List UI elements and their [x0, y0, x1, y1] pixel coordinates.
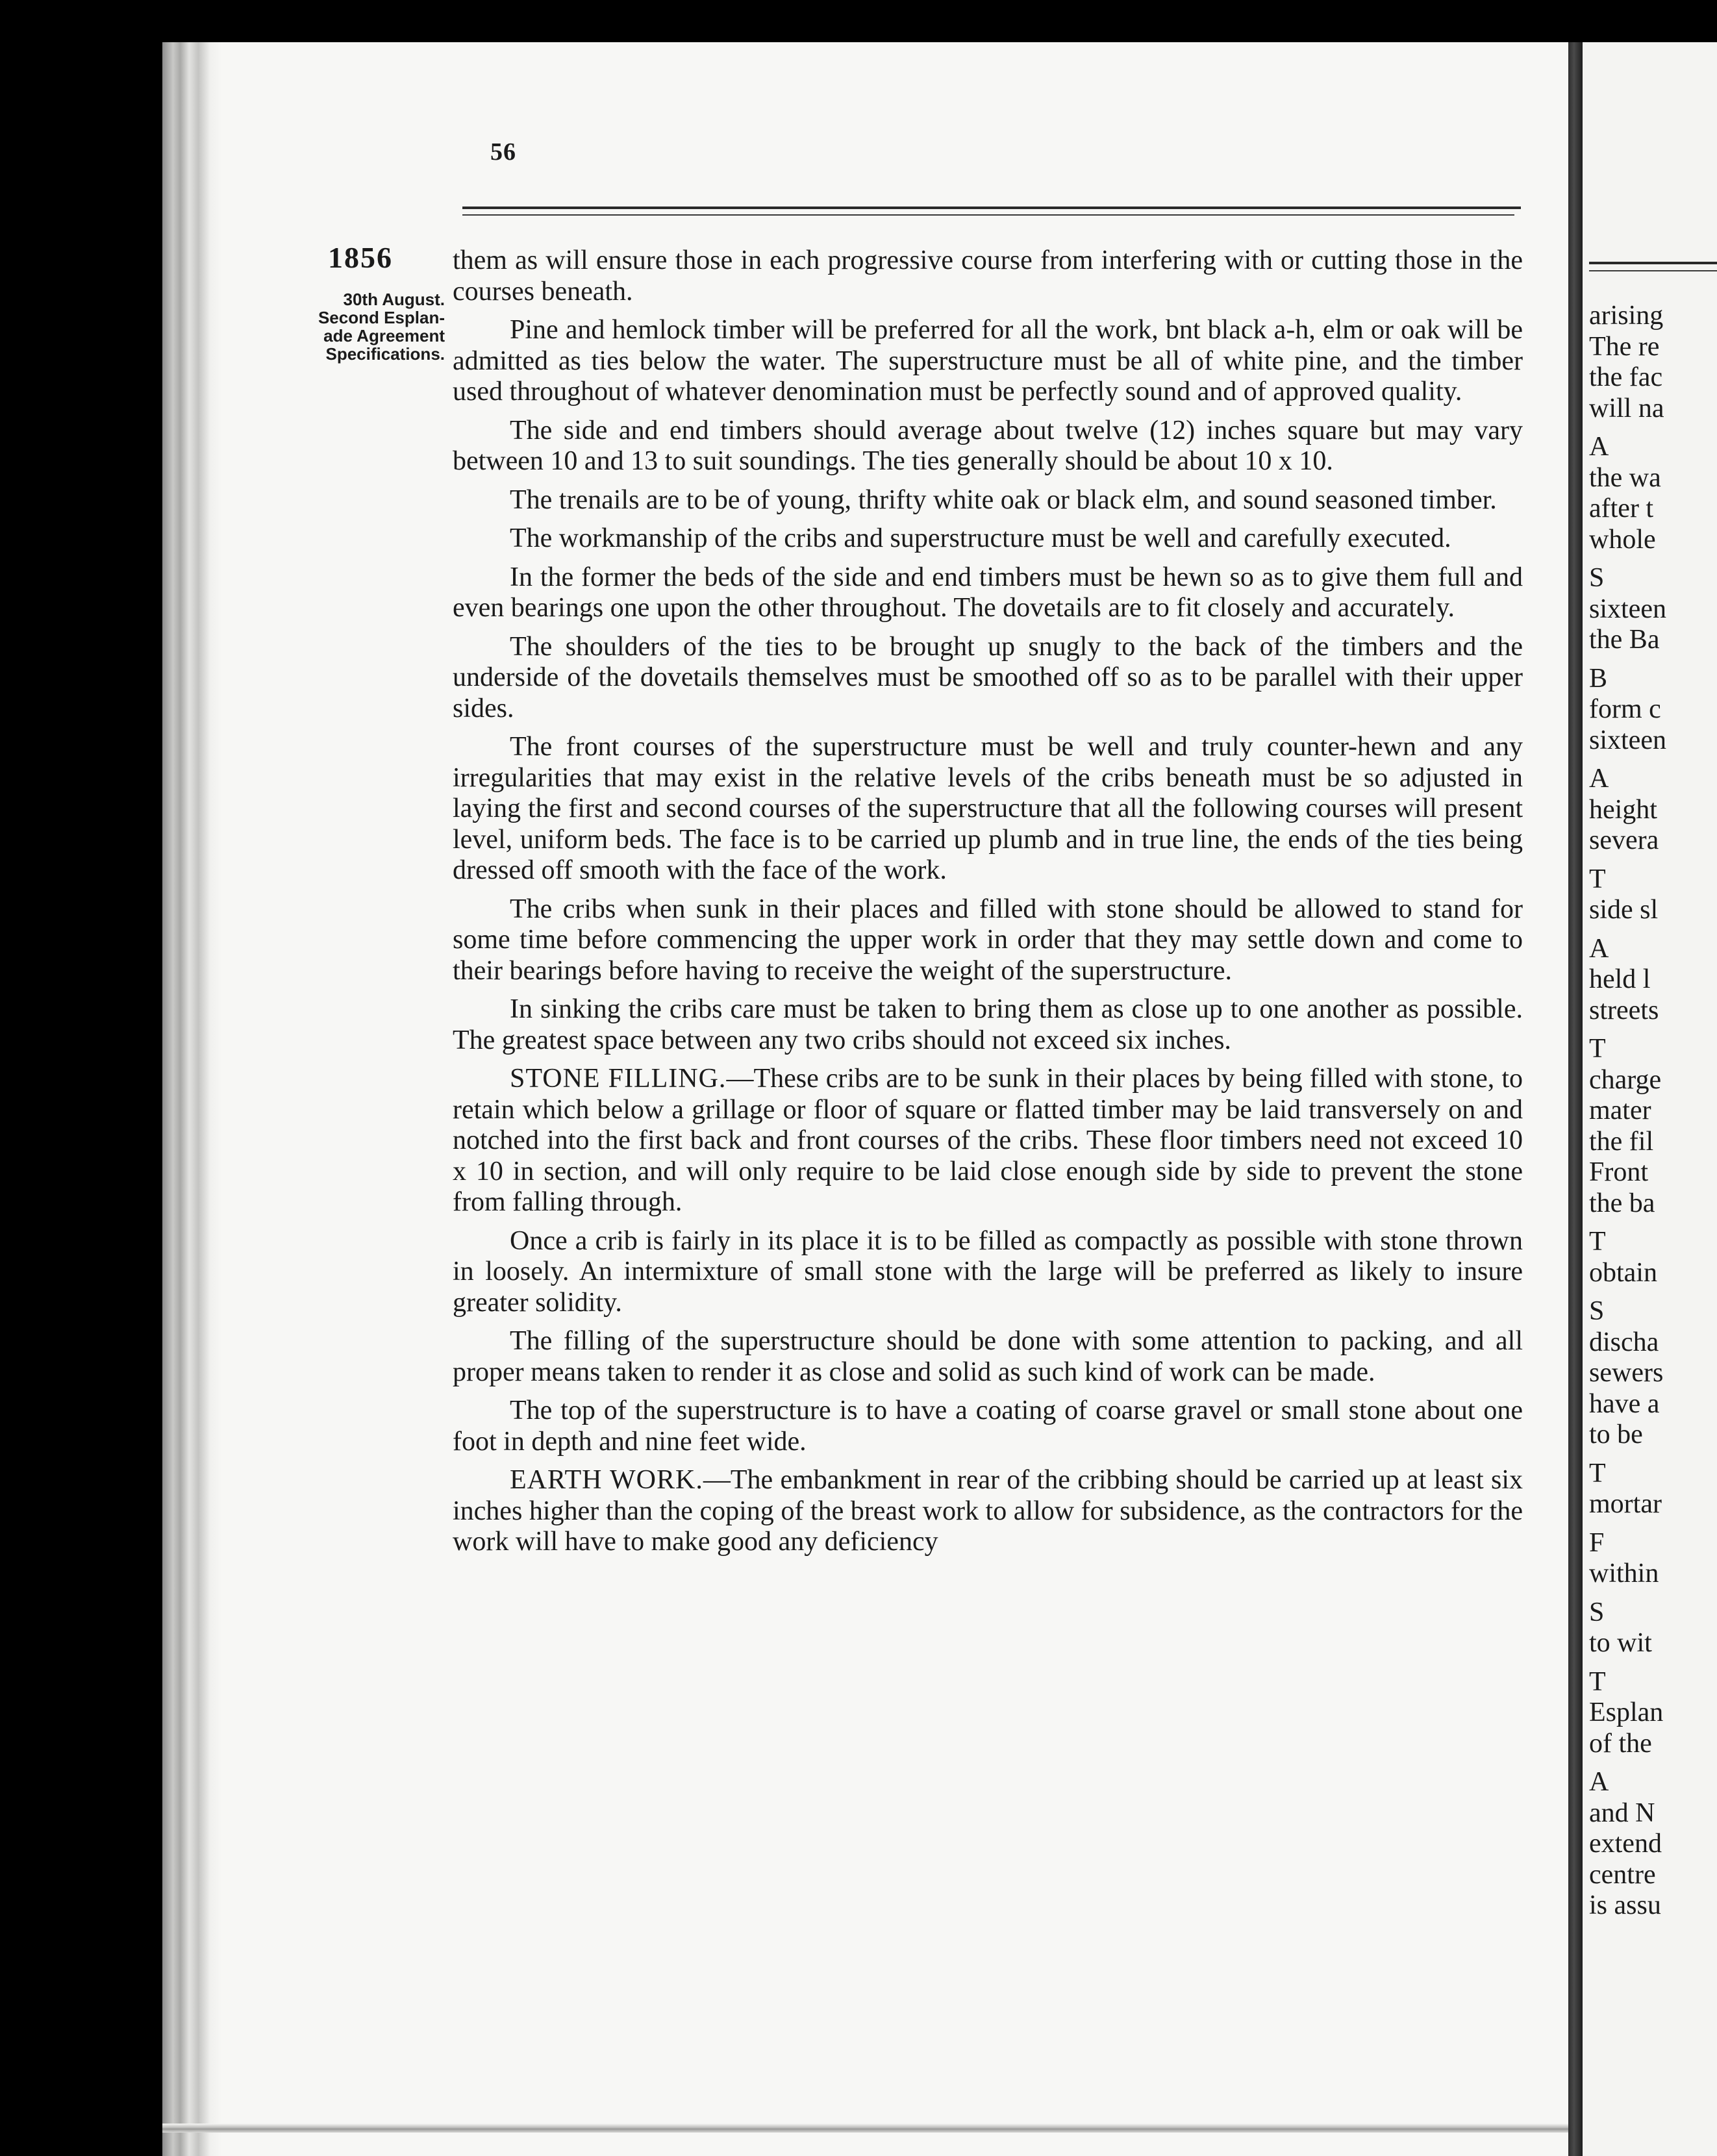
paragraph — [453, 1064, 1523, 1218]
facing-page-gap — [1589, 1520, 1717, 1528]
facing-page-line: the Ba — [1589, 625, 1660, 655]
paragraph-text: The filling of the superstructure should be done with some attention to packing, and all proper means taken to render it as close and solid as such kind of work can be made. — [453, 1326, 1523, 1387]
facing-page-line: to wit — [1589, 1628, 1652, 1658]
facing-page-line: Front — [1589, 1157, 1649, 1187]
facing-page-line: discha — [1589, 1327, 1659, 1357]
facing-page-line: the ba — [1589, 1188, 1655, 1218]
facing-page-line: A — [1589, 432, 1609, 462]
facing-page-line: streets — [1589, 995, 1659, 1025]
facing-page-line: A — [1589, 764, 1609, 794]
section-heading: STONE FILLING. — [510, 1064, 727, 1094]
facing-page-text — [1589, 301, 1717, 1922]
facing-page-line: charge — [1589, 1064, 1662, 1095]
facing-page-line: A — [1589, 1767, 1609, 1797]
body-text — [453, 245, 1523, 1566]
paragraph-text: In the former the beds of the side and end timbers must be hewn so as to give them full and even bearings one upon the other throughout. The dovetails are to fit closely and accurately. — [453, 562, 1523, 623]
facing-page-line: F — [1589, 1527, 1605, 1558]
facing-page-gap — [1589, 1759, 1717, 1767]
facing-page-line: form c — [1589, 694, 1661, 724]
paragraph-text: them as will ensure those in each progressive course from interfering with or cutting those in the courses beneath. — [453, 245, 1523, 307]
paragraph — [453, 632, 1523, 725]
margin-note-line: Second Esplan- — [318, 308, 445, 327]
facing-page-line: B — [1589, 663, 1608, 694]
paragraph-text: —The embankment in rear of the cribbing should be carried up at least six inches higher than the coping of the breast work to allow for subsidence, as the contractors for the work will have to make good any deficiency — [453, 1465, 1523, 1557]
page-bottom-edge — [162, 2124, 1568, 2133]
facing-page-line: mortar — [1589, 1489, 1662, 1519]
paragraph — [453, 485, 1523, 516]
paragraph — [453, 416, 1523, 477]
page-number: 56 — [490, 138, 516, 166]
paragraph-text: The front courses of the superstructure must be well and truly counter-hewn and any irregularities that may exist in the relative levels of the cribs beneath must be so adjusted in laying the first and second courses of the superstructure that all the following courses will present level, uniform beds. The face is to be carried up plumb and in true line, the ends of the ties being dressed off smooth with the face of the work. — [453, 732, 1523, 885]
book-gutter — [1568, 42, 1583, 2156]
facing-page-line: will na — [1589, 393, 1664, 423]
margin-year: 1856 — [328, 241, 393, 274]
facing-page-line: T — [1589, 1458, 1606, 1488]
facing-page-line: sixteen — [1589, 594, 1666, 624]
facing-page-line: T — [1589, 1034, 1606, 1064]
facing-page-line: height — [1589, 794, 1657, 825]
facing-page-gap — [1589, 1026, 1717, 1034]
facing-page-line: The re — [1589, 331, 1660, 362]
facing-page-line: the fil — [1589, 1126, 1654, 1157]
margin-note-line: ade Agreement — [323, 326, 445, 345]
facing-page-line: arising — [1589, 301, 1664, 331]
facing-page-line: obtain — [1589, 1257, 1657, 1288]
facing-page-line: severa — [1589, 825, 1659, 855]
facing-page-line: within — [1589, 1559, 1659, 1588]
paragraph-text: In sinking the cribs care must be taken to bring them as close up to one another as possible. The greatest space between any two cribs should not exceed six inches. — [453, 994, 1523, 1055]
facing-page-line: the wa — [1589, 462, 1661, 493]
facing-page-line: T — [1589, 1666, 1606, 1697]
facing-page-line: mater — [1589, 1096, 1651, 1125]
facing-page-line: to be — [1589, 1420, 1643, 1449]
facing-page-line: have a — [1589, 1388, 1660, 1419]
facing-page-line: T — [1589, 864, 1606, 894]
facing-page-line: is assu — [1589, 1890, 1661, 1920]
margin-note — [282, 290, 445, 363]
page-edge-shadow — [162, 42, 222, 2156]
facing-page-line: A — [1589, 933, 1609, 964]
paragraph-text: The trenails are to be of young, thrifty white oak or black elm, and sound seasoned timber. — [510, 484, 1497, 515]
paragraph-text: The workmanship of the cribs and superstructure must be well and carefully executed. — [510, 523, 1451, 553]
facing-page-gap — [1589, 424, 1717, 432]
facing-page-line: the fac — [1589, 362, 1663, 392]
paragraph — [453, 894, 1523, 987]
paragraph-text: The cribs when sunk in their places and filled with stone should be allowed to stand for some time before commencing the upper work in order that they may settle down and come to their bearings before having to receive the weight of the superstructure. — [453, 894, 1523, 986]
paragraph — [453, 523, 1523, 555]
facing-page-gap — [1589, 656, 1717, 664]
section-heading: EARTH WORK. — [510, 1465, 703, 1495]
facing-page-line: centre — [1589, 1859, 1656, 1890]
facing-page-gap — [1589, 1451, 1717, 1459]
facing-page-gap — [1589, 555, 1717, 563]
paragraph — [453, 994, 1523, 1056]
header-rule-thin — [462, 214, 1514, 216]
facing-page-line: Esplan — [1589, 1698, 1664, 1727]
facing-page-gap — [1589, 756, 1717, 764]
paragraph — [453, 1226, 1523, 1319]
facing-page-line: S — [1589, 1296, 1605, 1326]
facing-page-gap — [1589, 1219, 1717, 1227]
facing-page — [1583, 42, 1717, 2156]
facing-page-header-rule-thin — [1589, 270, 1717, 271]
paragraph-text: Once a crib is fairly in its place it is to be filled as compactly as possible with stone thrown in loosely. An intermixture of small stone with the large will be preferred as likely to insure greater solidity. — [453, 1225, 1523, 1318]
facing-page-line: S — [1589, 1597, 1605, 1627]
facing-page-header-rule — [1589, 262, 1717, 264]
paragraph-text: The side and end timbers should average about twelve (12) inches square but may vary between 10 and 13 to suit soundings. The ties generally should be about 10 x 10. — [453, 415, 1523, 476]
facing-page-line: and N — [1589, 1798, 1655, 1828]
paragraph — [453, 1396, 1523, 1457]
facing-page-line: side sl — [1589, 895, 1659, 925]
paragraph — [453, 315, 1523, 408]
paragraph-text: —These cribs are to be sunk in their places by being filled with stone, to retain which below a grillage or floor of square or flatted timber may be laid transversely on and notched into the first back and front courses of the cribs. These floor timbers need not exceed 10 x 10 in section, and will only require to be laid close enough side by side to prevent the stone from falling through. — [453, 1064, 1523, 1217]
facing-page-gap — [1589, 1590, 1717, 1598]
facing-page-line: sixteen — [1589, 725, 1666, 755]
paragraph — [453, 1465, 1523, 1558]
paragraph — [453, 732, 1523, 886]
margin-note-line: Specifications. — [325, 344, 445, 364]
facing-page-line: after t — [1589, 494, 1654, 523]
facing-page-gap — [1589, 1659, 1717, 1667]
paragraph — [453, 562, 1523, 624]
facing-page-gap — [1589, 1288, 1717, 1296]
margin-note-line: 30th August. — [343, 290, 445, 309]
facing-page-line: extend — [1589, 1829, 1662, 1859]
paragraph-text: The top of the superstructure is to have a coating of coarse gravel or small stone about one foot in depth and nine feet wide. — [453, 1396, 1523, 1457]
facing-page-gap — [1589, 857, 1717, 864]
paragraph — [453, 245, 1523, 307]
facing-page-line: held l — [1589, 964, 1651, 994]
paragraph-text: Pine and hemlock timber will be preferred for all the work, bnt black a-h, elm or oak will be admitted as ties below the water. The superstructure must be all of white pine, and the timber used throughout of whatever denomination must be perfectly sound and of approved quality. — [453, 315, 1523, 407]
paragraph-text: The shoulders of the ties to be brought up snugly to the back of the timbers and the underside of the dovetails themselves must be smoothed off so as to be parallel with their upper sides. — [453, 631, 1523, 723]
paragraph — [453, 1326, 1523, 1388]
facing-page-line: sewers — [1589, 1358, 1664, 1388]
facing-page-gap — [1589, 926, 1717, 934]
facing-page-line: of the — [1589, 1728, 1652, 1759]
header-rule — [462, 207, 1521, 209]
facing-page-line: whole — [1589, 524, 1656, 555]
facing-page-line: S — [1589, 563, 1605, 593]
facing-page-line: T — [1589, 1227, 1606, 1257]
